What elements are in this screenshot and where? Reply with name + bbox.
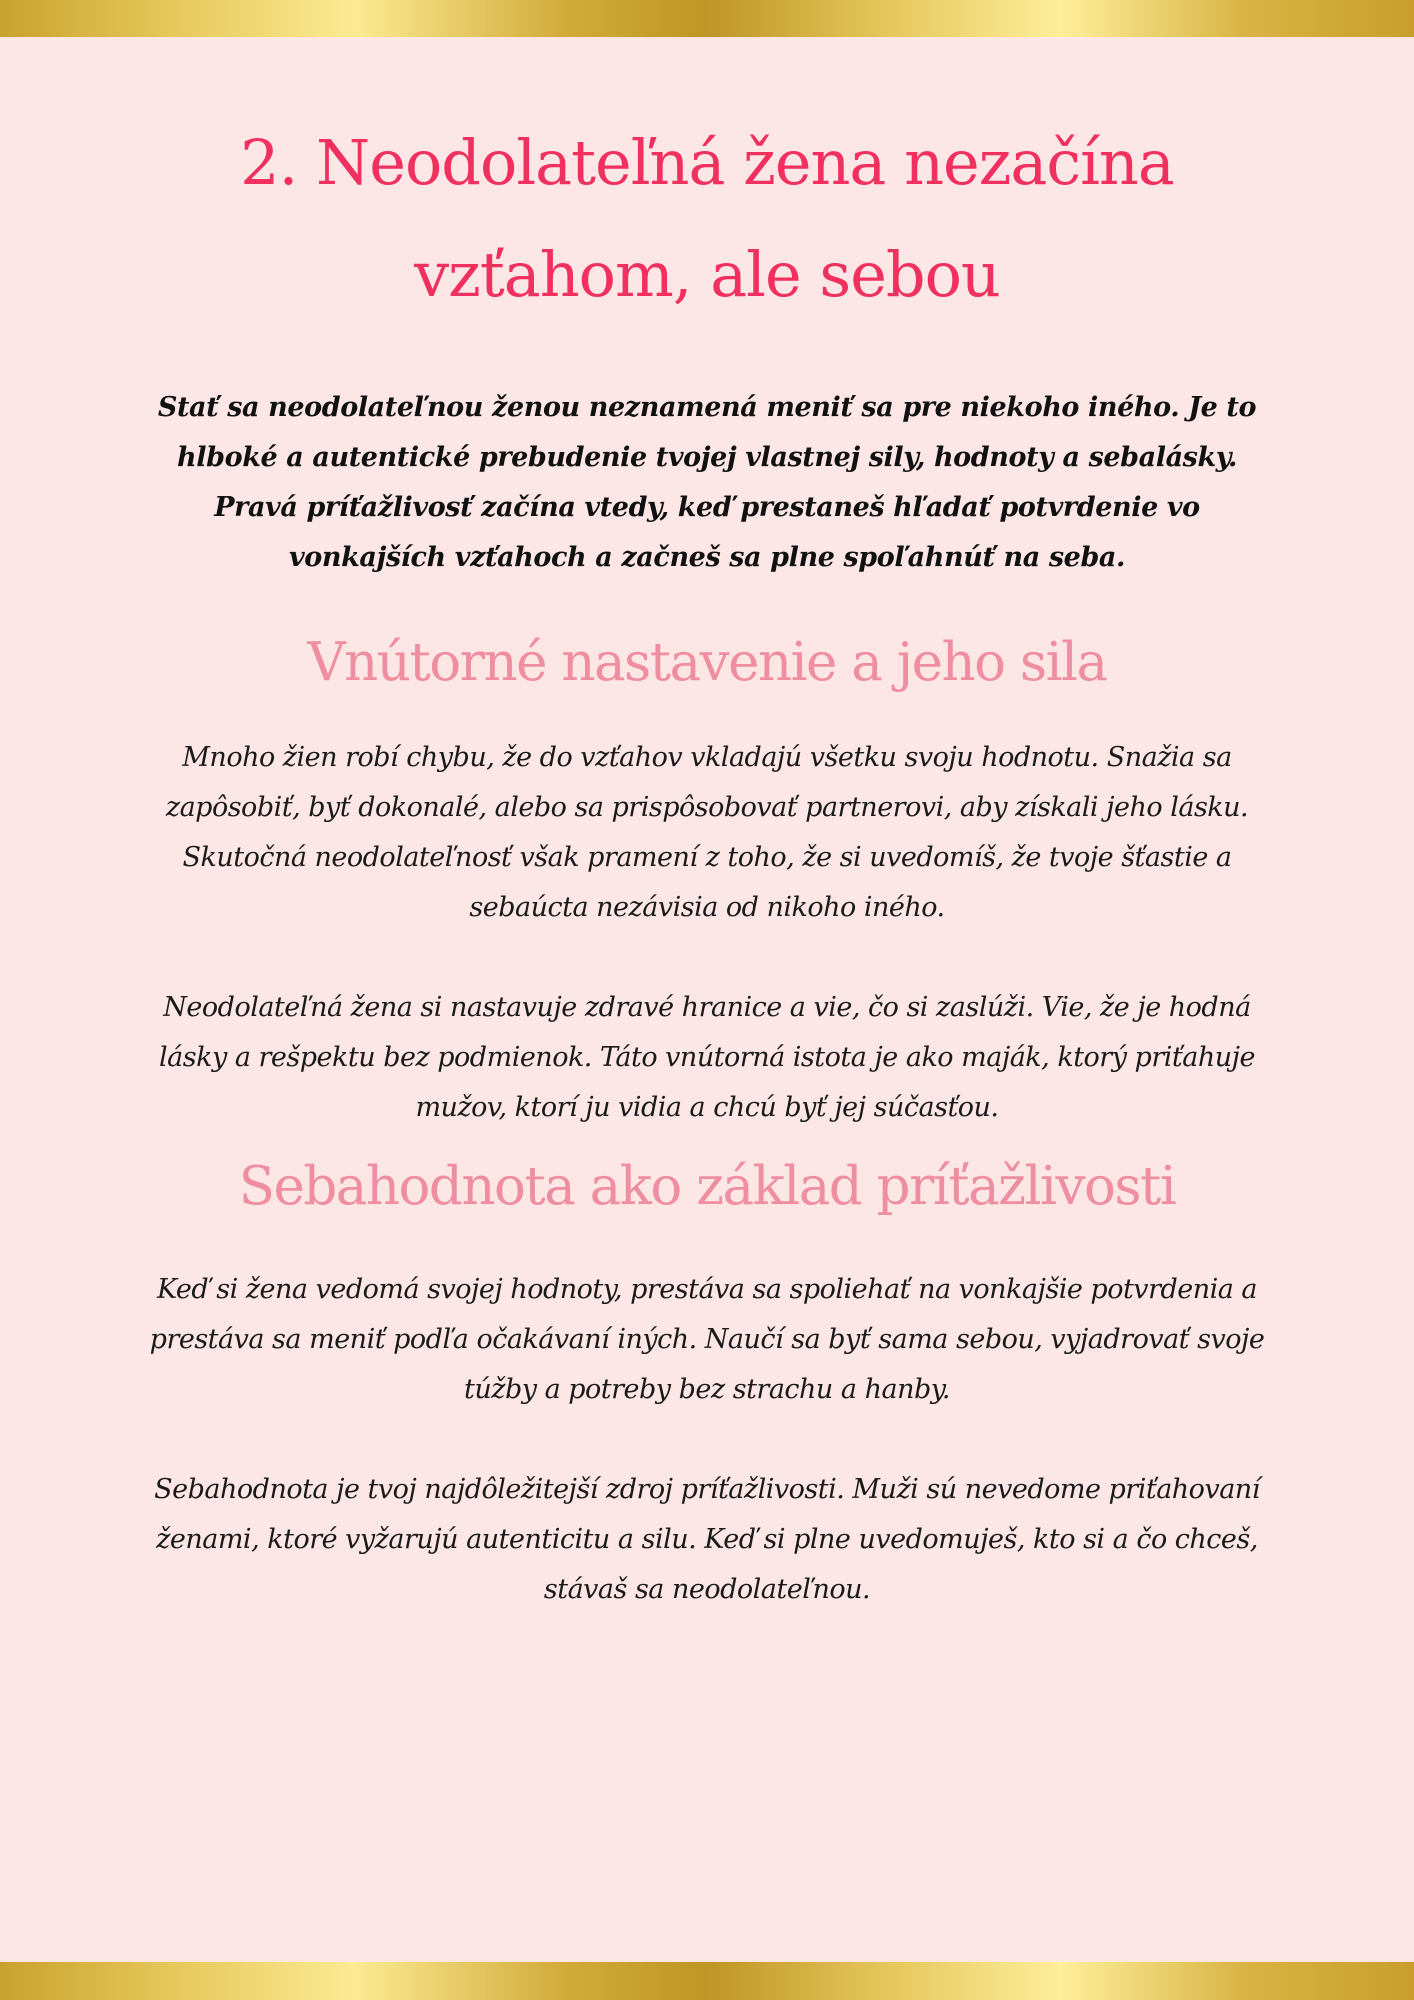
section-heading-inner-mindset: Vnútorné nastavenie a jeho sila — [307, 632, 1107, 693]
page-title: 2. Neodolateľná žena nezačína vzťahom, ale sebou — [240, 126, 1174, 311]
gold-border-bottom — [0, 1962, 1414, 2000]
section-1-paragraph-1: Mnoho žien robí chybu, že do vzťahov vkladajú všetku svoju hodnotu. Snažia sa zapôsobiť, byť dokonalé, alebo sa prispôsobovať partnerovi, aby získali jeho lásku. Skutočná neodolateľnosť však pramení z toho, že si uvedomíš, že tvoje šťastie a sebaúcta nezávisia od nikoho iného. — [165, 742, 1249, 923]
section-2-paragraph-1: Keď si žena vedomá svojej hodnoty, prestáva sa spoliehať na vonkajšie potvrdenia a prestáva sa meniť podľa očakávaní iných. Naučí sa byť sama sebou, vyjadrovať svoje túžby a potreby bez strachu a hanby. — [149, 1274, 1265, 1405]
section-heading-self-worth: Sebahodnota ako základ príťažlivosti — [238, 1156, 1176, 1217]
gold-border-top — [0, 0, 1414, 37]
intro-paragraph: Stať sa neodolateľnou ženou neznamená meniť sa pre niekoho iného. Je to hlboké a autentické prebudenie tvojej vlastnej sily, hodnoty a sebalásky. Pravá príťažlivosť začína vtedy, keď prestaneš hľadať potvrdenie vo vonkajších vzťahoch a začneš sa plne spoľahnúť na seba. — [157, 392, 1257, 573]
section-2-paragraph-2: Sebahodnota je tvoj najdôležitejší zdroj príťažlivosti. Muži sú nevedome priťahovaní ženami, ktoré vyžarujú autenticitu a silu. Keď si plne uvedomuješ, kto si a čo chceš, stávaš sa neodolateľnou. — [154, 1474, 1260, 1605]
page-content — [130, 37, 1284, 1615]
section-1-paragraph-2: Neodolateľná žena si nastavuje zdravé hranice a vie, čo si zaslúži. Vie, že je hodná lásky a rešpektu bez podmienok. Táto vnútorná istota je ako maják, ktorý priťahuje mužov, ktorí ju vidia a chcú byť jej súčasťou. — [159, 992, 1255, 1123]
